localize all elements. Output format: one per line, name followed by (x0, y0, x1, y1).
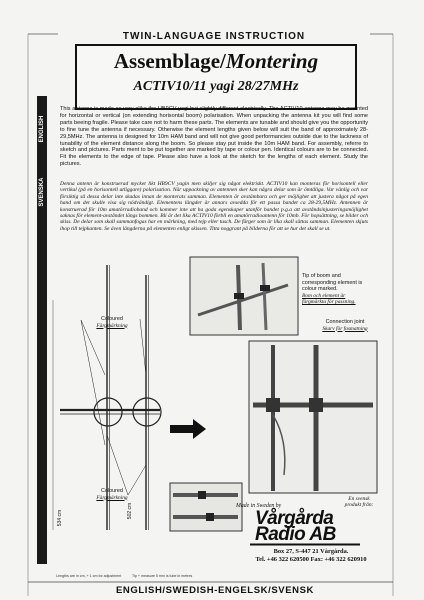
address-line-1: Box 27, S-447 21 Vårgårda. (273, 548, 349, 555)
note-connection-en: Connection joint (325, 319, 365, 325)
photo-connection (249, 341, 377, 493)
logo-line-2: Radio AB (255, 524, 336, 545)
brand-note (334, 496, 384, 508)
sidebar-swedish (37, 164, 47, 224)
marking-text-2: Färgmärkning (96, 494, 128, 501)
marking-text-1: Färgmärkning (96, 322, 128, 329)
note-boom-tip (302, 273, 370, 306)
title-part-a: Assemblage/ (113, 49, 226, 73)
tiny-note-left: Lengths are in cm, + 1 cm for adjustment (56, 574, 122, 578)
title-part-b: Montering (225, 49, 319, 73)
address-line-2: Tel. +46 322 620500 Fax: +46 322 620910 (255, 556, 367, 563)
vargarda-logo (255, 508, 336, 545)
title-box (75, 44, 357, 110)
coloured-text-2: Coloured (101, 488, 123, 494)
photo-element-joint (170, 483, 242, 531)
tiny-note-right: Tip + measure 5 mm is tube in metres (132, 574, 193, 578)
photo-boom-tip (190, 257, 298, 335)
note-boom-tip-en: Tip of boom and corresponding element is colour marked. (302, 273, 363, 293)
sidebar-english-label: ENGLISH (39, 115, 45, 143)
brand-note-2: produkt från: (344, 502, 374, 508)
footer-heading: ENGLISH/SWEDISH-ENGELSK/SVENSK (116, 585, 314, 596)
company-address (232, 548, 390, 564)
swedish-instructions: Denna antenn är konstruerad mycket likt HB9CV yagin men skiljer sig något elektriskt. ACTIV10 kan monteras för horisontell eller vertikal (på en horisontell utliggare) polarisation. När uppackning av antennen sker kan några delar som är ömtåliga. Var vänlig och var försiktig så dessa delar inte skadas innan de monterats samman. Elementen är avstämbara och ger möjlighet att justera något på egen hand om det skulle visa sig nödvändigt. Elementens längder är annars avsedda för ett passa bandet ca 28-29,5MHz. Antennen är konstruerad för 10m amatörradioband och kommer inte att ha goda egenskaper utanför bandet p.g.a att avståndsinjusteringsmöjlighet saknas för element-avståndet längs bommen. Bli är det lika ACTIV10 förbli en amatörradioantenn för 10mb. För hopsättning, se bilder och skiss. De delar som skall sammanfogas har en märkning, med tejp eller tusch. De färger som är lika skall sättas samman. Elementen skjuts ihop till tejpkanten. Se även längderna på elementen enligt skissen. Titta noggrant på bilderna för att se hur det skall se ut. (60, 181, 368, 232)
length-label-driven: 502 cm (127, 502, 134, 520)
english-instructions: This antenna is made as very alike the HB9CV yagi but slightly different electrically. The ACTIV10 antenna may be mounted for horizontal or vertical (on extending horisontal boom) polarisation. When unpacking the antenna kit you will find some parts beeing fragile. Please take care not to harm these parts. The elements are tunable and should give you the opportunity to fine tune the antenna if necessary. Otherwise the element lengths given below will suit the band of approximately 28-29,5MHz. The antenna is designed for 10m HAM band and will not give good performancies outside due to the lackness of tunability of the element distance along the boom. So please stay put inside the 10m HAM band. For assembly, referre to sketch and pictures. Parts ment to be put together are marked by tape or colour pen. Identical colours are to be connected. Fit the elements to the edge of tape. Please also have a look at the sketch for the lengths of each element. Study the pictures. (60, 106, 368, 168)
note-connection (314, 319, 376, 332)
sidebar-swedish-label: SVENSKA (39, 177, 45, 207)
logo-line-1: Vårgårda (255, 508, 334, 529)
coloured-label-bottom (92, 488, 132, 501)
main-title (77, 49, 355, 74)
right-arrow-icon (170, 419, 206, 439)
note-boom-tip-sv: Bom och element är färgmärkta för passning. (302, 292, 356, 306)
note-connection-sv: Skarv för fasmatning (322, 325, 368, 332)
sidebar-english (37, 101, 47, 161)
top-heading: TWIN-LANGUAGE INSTRUCTION (122, 31, 306, 42)
coloured-text-1: Coloured (101, 316, 123, 322)
sub-title: ACTIV10/11 yagi 28/27MHz (133, 79, 299, 94)
made-in-sweden: Made in Sweden by (236, 503, 282, 509)
brand-note-1: En svensk (348, 496, 370, 502)
coloured-label-top (92, 316, 132, 329)
length-label-reflector: 534 cm (57, 509, 64, 527)
logo-underline (250, 543, 360, 546)
